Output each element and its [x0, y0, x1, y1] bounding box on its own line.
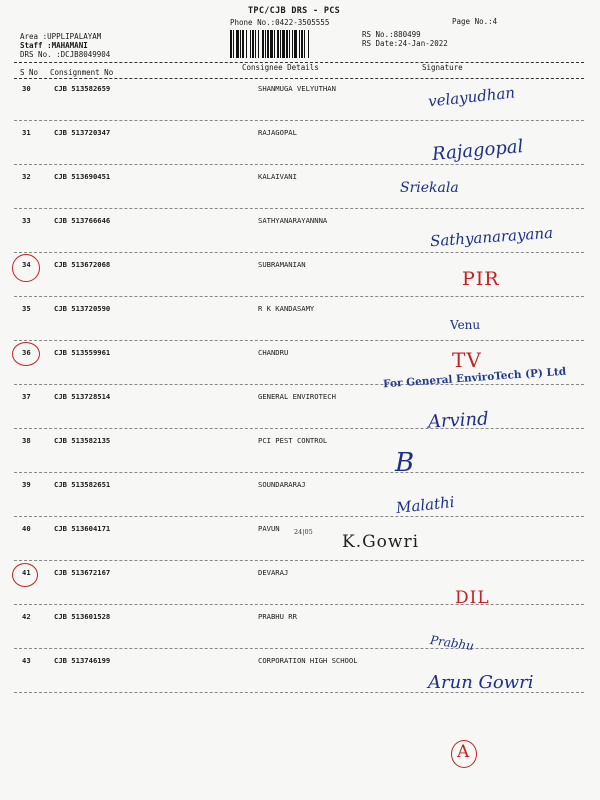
document-title: TPC/CJB DRS - PCS: [248, 6, 341, 16]
row-divider: [14, 648, 584, 649]
signature-row-43: Arun Gowri: [428, 672, 534, 693]
barcode-bar: [309, 30, 311, 58]
row-divider: [14, 164, 584, 165]
bottom-mark-letter: A: [457, 742, 471, 762]
red-circle-mark: [12, 342, 40, 366]
row-consignment-number: CJB 513746199: [54, 656, 111, 665]
row-consignee-name: SATHYANARAYANNNA: [258, 216, 328, 225]
row-consignee-name: PCI PEST CONTROL: [258, 436, 328, 445]
row-consignment-number: CJB 513582659: [54, 84, 111, 93]
signature-row-32: Sriekala: [400, 180, 459, 196]
row-serial-number: 41: [22, 568, 31, 577]
row-consignment-number: CJB 513672167: [54, 568, 111, 577]
signature-row-41: DIL: [455, 588, 490, 608]
signature-row-35: Venu: [450, 318, 481, 332]
row-divider: [14, 120, 584, 121]
row-divider: [14, 472, 584, 473]
row-serial-number: 36: [22, 348, 31, 357]
rs-number: RS No.:880499: [362, 30, 421, 39]
row-divider: [14, 208, 584, 209]
col-header-sno: S No: [20, 68, 39, 77]
signature-row-34: PIR: [462, 268, 500, 290]
row-consignee-name: PAVUN: [258, 524, 280, 533]
col-header-consignment: Consignment No: [50, 68, 114, 77]
row-consignment-number: CJB 513728514: [54, 392, 111, 401]
row-consignee-name: CORPORATION HIGH SCHOOL: [258, 656, 358, 665]
row-consignment-number: CJB 513720347: [54, 128, 111, 137]
signature-row-30: velayudhan: [427, 83, 516, 111]
red-circle-mark: [12, 563, 38, 587]
rs-date: RS Date:24-Jan-2022: [362, 39, 448, 48]
signature-row-37: Arvind: [427, 408, 490, 433]
row-consignee-name: SHANMUGA VELYUTHAN: [258, 84, 336, 93]
signature-row-31: Rajagopal: [431, 136, 525, 165]
signature-row-38: B: [395, 448, 415, 478]
row-serial-number: 30: [22, 84, 31, 93]
row-consignee-name: RAJAGOPAL: [258, 128, 297, 137]
pavun-handwritten-note: 24|05: [294, 528, 313, 536]
phone-number: Phone No.:0422-3505555: [230, 18, 330, 27]
col-header-consignee: Consignee Details: [242, 63, 319, 72]
row-consignee-name: SOUNDARARAJ: [258, 480, 306, 489]
row-consignment-number: CJB 513690451: [54, 172, 111, 181]
area-label: Area :UPPLIPALAYAM: [20, 32, 102, 41]
row-serial-number: 43: [22, 656, 31, 665]
signature-row-42: Prabhu: [429, 632, 475, 654]
row-consignee-name: PRABHU RR: [258, 612, 297, 621]
row-consignment-number: CJB 513720590: [54, 304, 111, 313]
row-consignment-number: CJB 513604171: [54, 524, 111, 533]
row-divider: [14, 384, 584, 385]
row-consignment-number: CJB 513582651: [54, 480, 111, 489]
signature-row-33: Sathyanarayana: [429, 223, 554, 251]
row-consignment-number: CJB 513672068: [54, 260, 111, 269]
row-consignee-name: CHANDRU: [258, 348, 289, 357]
drs-number: DRS No. :DCJB8049904: [20, 50, 111, 59]
row-divider: [14, 516, 584, 517]
signature-row-40: K.Gowri: [342, 532, 420, 552]
row-serial-number: 34: [22, 260, 31, 269]
row-divider: [14, 428, 584, 429]
row-divider: [14, 296, 584, 297]
row-serial-number: 33: [22, 216, 31, 225]
row-consignment-number: CJB 513601528: [54, 612, 111, 621]
signature-row-39: Malathi: [395, 492, 456, 518]
row-divider: [14, 560, 584, 561]
signature-row-36: TV: [452, 348, 482, 372]
column-header-divider: [14, 78, 584, 79]
red-circle-mark: [12, 254, 40, 282]
page-number: Page No.:4: [452, 17, 498, 26]
col-header-signature: Signature: [422, 63, 463, 72]
row-serial-number: 31: [22, 128, 31, 137]
row-serial-number: 32: [22, 172, 31, 181]
row-consignee-name: KALAIVANI: [258, 172, 297, 181]
row-consignee-name: SUBRAMANIAN: [258, 260, 306, 269]
row-consignment-number: CJB 513559961: [54, 348, 111, 357]
row-serial-number: 38: [22, 436, 31, 445]
barcode: [230, 30, 353, 58]
row-serial-number: 39: [22, 480, 31, 489]
row-consignee-name: R K KANDASAMY: [258, 304, 315, 313]
row-consignee-name: GENERAL ENVIROTECH: [258, 392, 336, 401]
row-serial-number: 37: [22, 392, 31, 401]
row-serial-number: 35: [22, 304, 31, 313]
row-divider: [14, 252, 584, 253]
row-serial-number: 40: [22, 524, 31, 533]
row-consignment-number: CJB 513582135: [54, 436, 111, 445]
company-stamp: For General EnviroTech (P) Ltd: [382, 365, 567, 391]
row-serial-number: 42: [22, 612, 31, 621]
staff-label: Staff :MAHAMANI: [20, 41, 88, 50]
row-consignee-name: DEVARAJ: [258, 568, 289, 577]
row-consignment-number: CJB 513766646: [54, 216, 111, 225]
row-divider: [14, 604, 584, 605]
row-divider: [14, 340, 584, 341]
